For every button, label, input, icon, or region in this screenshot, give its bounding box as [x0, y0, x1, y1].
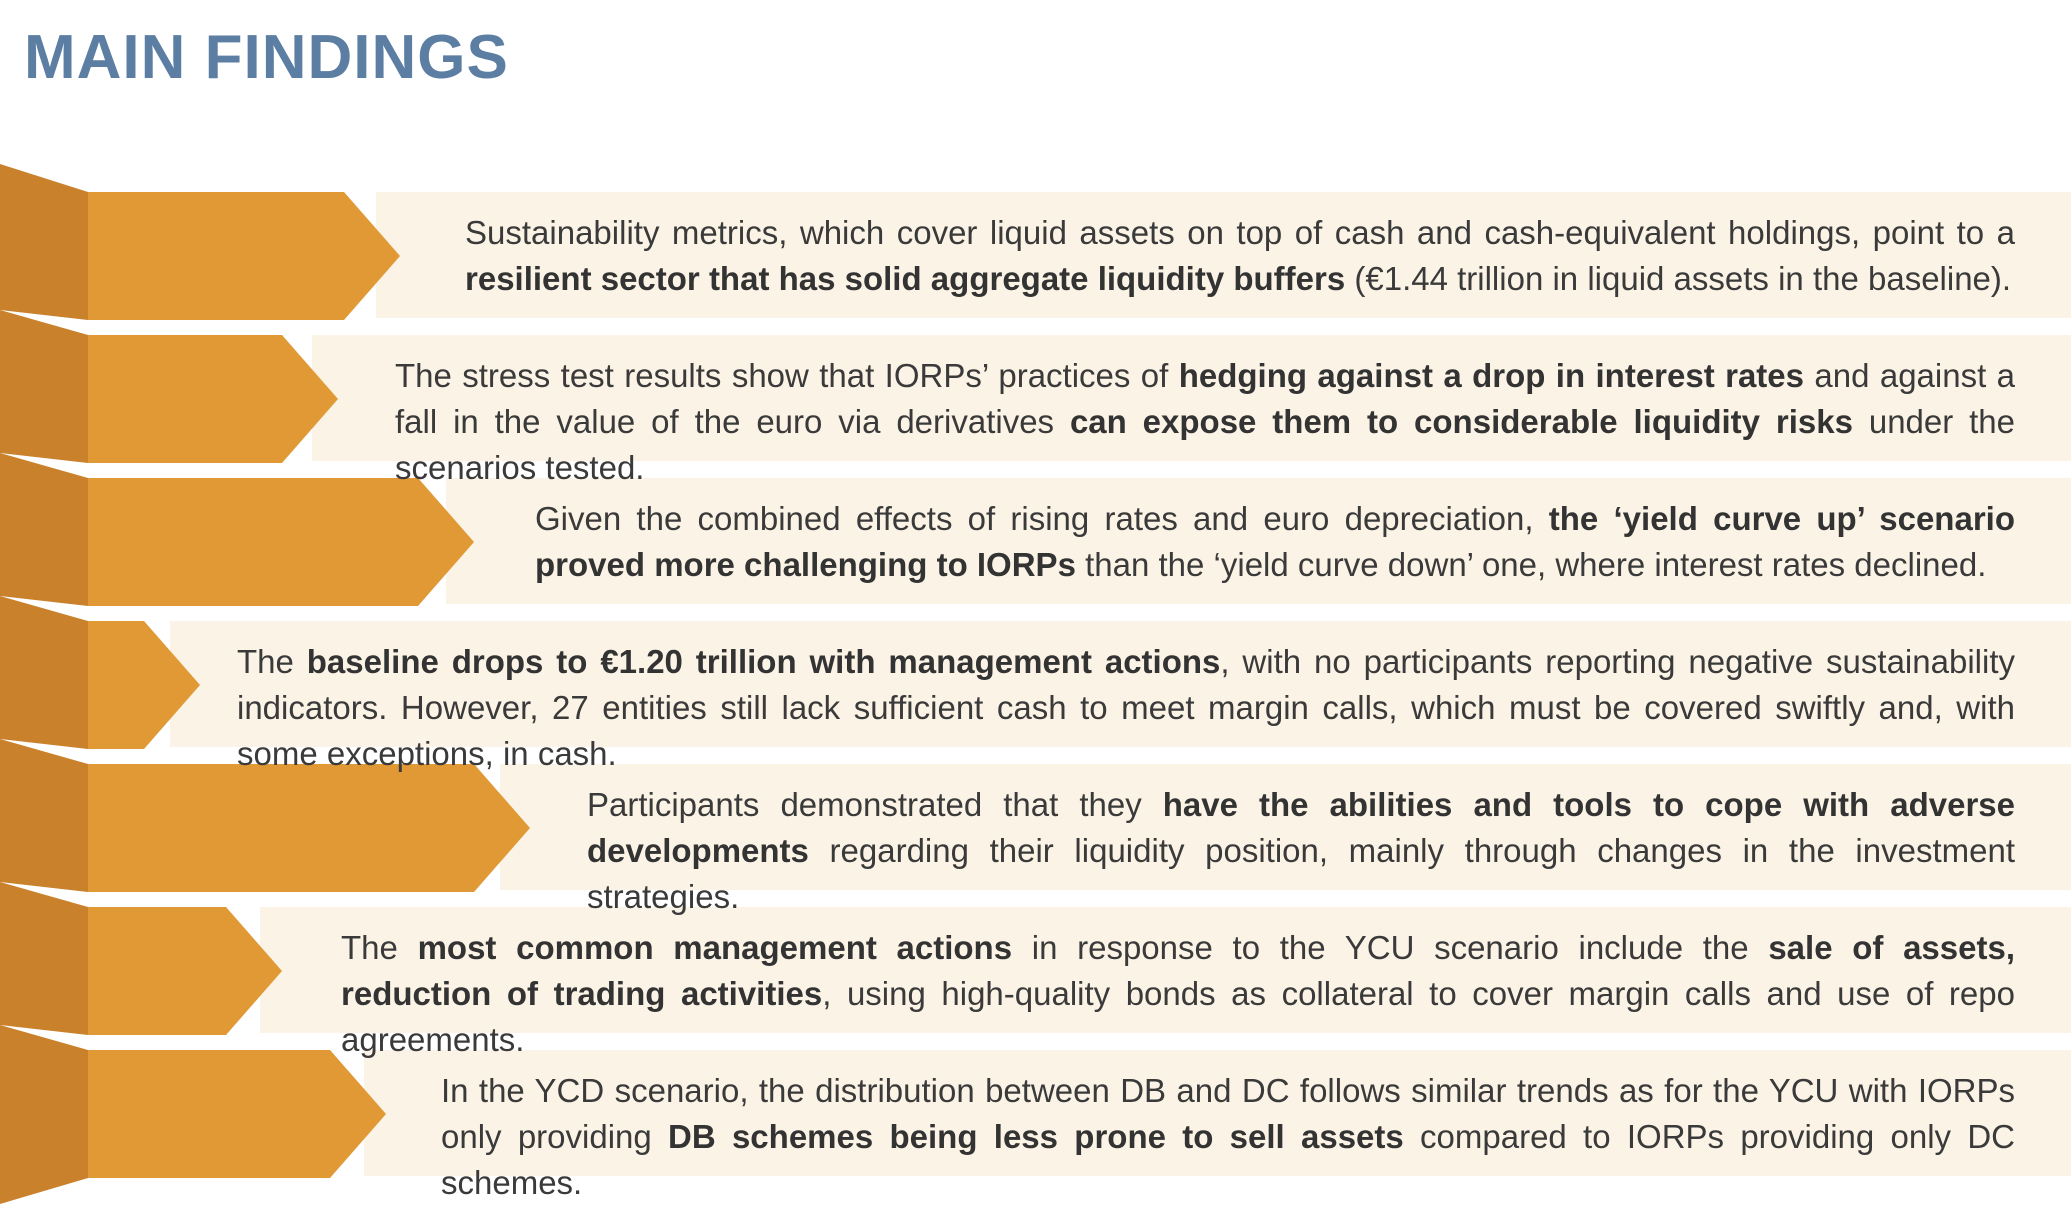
finding-emphasis: DB schemes being less prone to sell assets [668, 1118, 1404, 1155]
finding-run: compared to IORPs providing only DC schemes. [441, 1118, 2015, 1201]
finding-emphasis: baseline drops to €1.20 trillion with management actions [306, 643, 1221, 680]
finding-tab-2 [0, 310, 88, 463]
finding-text-4 [237, 639, 2015, 777]
finding-tab-4 [0, 596, 88, 749]
finding-run: In the YCD scenario, the distribution between DB and DC follows similar trends as for the YCU with IORPs only providing [441, 1072, 2015, 1155]
finding-emphasis: most common management actions [417, 929, 1013, 966]
finding-arrow-5 [88, 764, 530, 892]
finding-run: Given the combined effects of rising rates and euro depreciation, [535, 500, 1549, 537]
finding-text-3 [535, 496, 2015, 588]
finding-arrow-1 [88, 192, 400, 320]
finding-run: The [341, 929, 418, 966]
finding-emphasis: resilient sector that has solid aggregate liquidity buffers [465, 260, 1346, 297]
finding-emphasis: sale of assets, reduction of trading activities [341, 929, 2015, 1012]
finding-emphasis: the ‘yield curve up’ scenario proved more challenging to IORPs [535, 500, 2015, 583]
finding-text-7 [441, 1068, 2015, 1206]
finding-text-5 [587, 782, 2015, 920]
finding-tab-1 [0, 164, 88, 320]
finding-emphasis: hedging against a drop in interest rates [1178, 357, 1804, 394]
finding-run: than the ‘yield curve down’ one, where interest rates declined. [1075, 546, 1987, 583]
finding-tab-6 [0, 882, 88, 1035]
finding-run: under the scenarios tested. [395, 403, 2015, 486]
finding-tab-5 [0, 739, 88, 892]
finding-run: regarding their liquidity position, mainly through changes in the investment strategies. [587, 832, 2015, 915]
finding-run: The stress test results show that IORPs’ practices of [395, 357, 1179, 394]
finding-arrow-2 [88, 335, 338, 463]
finding-run: Participants demonstrated that they [587, 786, 1163, 823]
finding-run: , using high-quality bonds as collateral to cover margin calls and use of repo agreements. [341, 975, 2015, 1058]
finding-text-6 [341, 925, 2015, 1063]
finding-arrow-3 [88, 478, 474, 606]
finding-emphasis: have the abilities and tools to cope with adverse developments [587, 786, 2016, 869]
page-title: MAIN FINDINGS [24, 23, 509, 92]
finding-run: and against a fall in the value of the euro via derivatives [395, 357, 2015, 440]
finding-run: The [237, 643, 307, 680]
finding-run: , with no participants reporting negative sustainability indicators. However, 27 entities still lack sufficient cash to meet margin calls, which must be covered swiftly and, with some exceptions, in cash. [237, 643, 2015, 772]
finding-run: (€1.44 trillion in liquid assets in the baseline). [1345, 260, 2012, 297]
finding-text-2 [395, 353, 2015, 491]
finding-arrow-7 [88, 1050, 386, 1178]
finding-run: Sustainability metrics, which cover liquid assets on top of cash and cash-equivalent holdings, point to a [465, 214, 2015, 251]
finding-run: in response to the YCU scenario include the [1012, 929, 1769, 966]
finding-emphasis: can expose them to considerable liquidity risks [1069, 403, 1853, 440]
finding-arrow-6 [88, 907, 282, 1035]
finding-tab-7 [0, 1025, 88, 1204]
finding-text-1 [465, 210, 2015, 302]
finding-tab-3 [0, 453, 88, 606]
